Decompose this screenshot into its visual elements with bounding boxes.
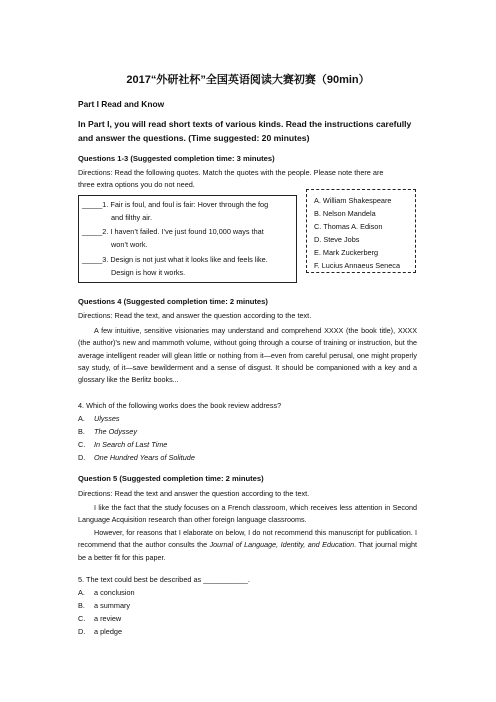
option-letter: D. [78, 627, 86, 636]
option-letter: B. [78, 601, 85, 610]
q1-3-directions-line-2: three extra options you do not need. [78, 180, 195, 189]
person-option-c: C. Thomas A. Edison [314, 222, 383, 231]
q4-option-b[interactable] [78, 427, 137, 436]
q1-3-directions-line-1: Directions: Read the following quotes. Match the quotes with the people. Please note there are [78, 168, 384, 177]
person-option-b: B. Nelson Mandela [314, 209, 376, 218]
journal-title: Journal of Language, Identity, and Education [209, 540, 355, 550]
q5-option-d[interactable] [78, 627, 122, 636]
option-letter: A. [78, 414, 85, 423]
quote-3-line-2: Design is how it works. [111, 268, 186, 277]
quote-3-line-1: _____3. Design is not just what it looks like and feels like. [82, 255, 268, 264]
q5-option-b[interactable] [78, 601, 130, 610]
person-option-a: A. William Shakespeare [314, 196, 392, 205]
option-letter: C. [78, 614, 86, 623]
para-text: . That journal might be a better fit for this paper. [78, 540, 417, 562]
option-text: a summary [94, 601, 131, 610]
option-text: Ulysses [94, 414, 120, 423]
person-option-d: D. Steve Jobs [314, 235, 360, 244]
part-heading: Part I Read and Know [78, 99, 165, 109]
person-option-f: F. Lucius Annaeus Seneca [314, 261, 401, 270]
part-intro-line-2: and answer the questions. (Time suggested: 20 minutes) [78, 133, 310, 143]
para-text: However, for reasons that I elaborate on below, I do not recommend this manuscript for publication. I recommend that the author consults the [78, 528, 417, 550]
q5-question: 5. The text could best be described as ___________. [78, 575, 250, 584]
quote-2-line-1: _____2. I haven’t failed. I’ve just found 10,000 ways that [82, 227, 264, 236]
page-title: 2017“外研社杯”全国英语阅读大赛初赛（90min） [126, 74, 370, 86]
q5-directions: Directions: Read the text and answer the question according to the text. [78, 489, 310, 498]
option-text: a pledge [94, 627, 122, 636]
q4-passage: A few intuitive, sensitive visionaries may understand and comprehend XXXX (the book title), XXXX (the author)’s new and mammoth volume, without going through a course of training or instruction, but the average intelligent reader will glean little or nothing from it—even from careful perusal, one might properly say study, of it—save bewilderment and a sense of disgust. It should be companioned with a key and a glossary like the Berlitz books... [78, 326, 417, 385]
quote-1-line-1: _____1. Fair is foul, and foul is fair: Hover through the fog [82, 200, 269, 209]
quote-1-line-2: and filthy air. [111, 213, 152, 222]
q4-option-c[interactable] [78, 440, 167, 449]
quote-2-line-2: won’t work. [111, 240, 148, 249]
option-text: In Search of Last Time [94, 440, 168, 449]
option-letter: A. [78, 588, 85, 597]
option-letter: D. [78, 453, 86, 462]
option-text: a conclusion [94, 588, 135, 597]
q1-3-heading: Questions 1-3 (Suggested completion time: 3 minutes) [78, 154, 275, 163]
q5-paragraph-1: I like the fact that the study focuses on a French classroom, which receives less attention in Second Language Acquisition research than other foreign language classrooms. [78, 503, 417, 525]
q5-option-c[interactable] [78, 614, 121, 623]
option-text: a review [94, 614, 122, 623]
q4-directions: Directions: Read the text, and answer the question according to the text. [78, 311, 312, 320]
q5-heading: Question 5 (Suggested completion time: 2 minutes) [78, 474, 264, 483]
part-intro-line-1: In Part I, you will read short texts of various kinds. Read the instructions carefully [78, 119, 412, 129]
q5-option-a[interactable] [78, 588, 135, 597]
q4-heading: Questions 4 (Suggested completion time: 2 minutes) [78, 297, 268, 306]
person-option-e: E. Mark Zuckerberg [314, 248, 379, 257]
option-text: The Odyssey [94, 427, 137, 436]
q4-option-d[interactable] [78, 453, 195, 462]
option-letter: B. [78, 427, 85, 436]
q4-option-a[interactable] [78, 414, 120, 423]
q5-paragraph-2 [78, 527, 417, 564]
q4-question: 4. Which of the following works does the book review address? [78, 401, 282, 410]
option-text: One Hundred Years of Solitude [94, 453, 195, 462]
option-letter: C. [78, 440, 86, 449]
